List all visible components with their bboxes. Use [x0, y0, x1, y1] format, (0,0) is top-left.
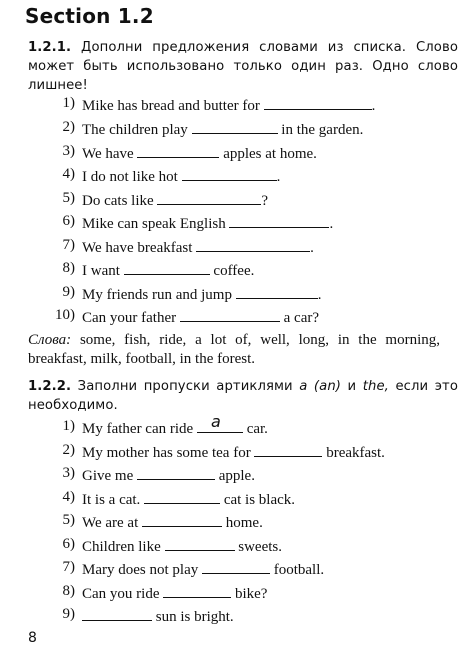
answer-blank[interactable] — [192, 119, 278, 134]
answer-blank-filled[interactable] — [197, 412, 243, 433]
exercise-1-number: 1.2.1. — [28, 40, 72, 55]
answer-blank[interactable] — [137, 143, 219, 158]
answer-blank[interactable] — [163, 583, 231, 598]
answer-blank[interactable] — [144, 489, 220, 504]
exercise-1-text: Дополни предложения словами из списка. Слово может быть использовано только один раз. Одно слово лишнее! — [28, 40, 458, 93]
answer-blank[interactable] — [254, 442, 322, 457]
handwritten-answer: a — [210, 412, 221, 431]
answer-blank[interactable] — [236, 284, 318, 299]
answer-blank[interactable] — [202, 559, 270, 574]
exercise-2-number: 1.2.2. — [28, 379, 72, 394]
answer-blank[interactable] — [157, 190, 261, 205]
answer-blank[interactable] — [180, 307, 280, 322]
page-number: 8 — [28, 630, 37, 646]
answer-blank[interactable] — [264, 95, 372, 110]
answer-blank[interactable] — [165, 536, 235, 551]
exercise-1-instruction — [28, 38, 458, 95]
word-list-words: some, fish, ride, a lot of, well, long, in the morning, breakfast, milk, football, in the forest. — [28, 332, 441, 367]
section-title: Section 1.2 — [25, 4, 154, 28]
answer-blank[interactable] — [124, 260, 210, 275]
word-list-label: Слова: — [28, 332, 72, 348]
exercise-2-instruction: 1.2.2. Заполни пропуски артиклями a (an) и the, если это необходимо. — [28, 379, 458, 413]
answer-blank[interactable] — [142, 512, 222, 527]
answer-blank[interactable] — [82, 606, 152, 621]
answer-blank[interactable] — [137, 465, 215, 480]
answer-blank[interactable] — [182, 166, 277, 181]
answer-blank[interactable] — [196, 237, 310, 252]
answer-blank[interactable] — [229, 213, 329, 228]
word-list — [28, 331, 440, 369]
